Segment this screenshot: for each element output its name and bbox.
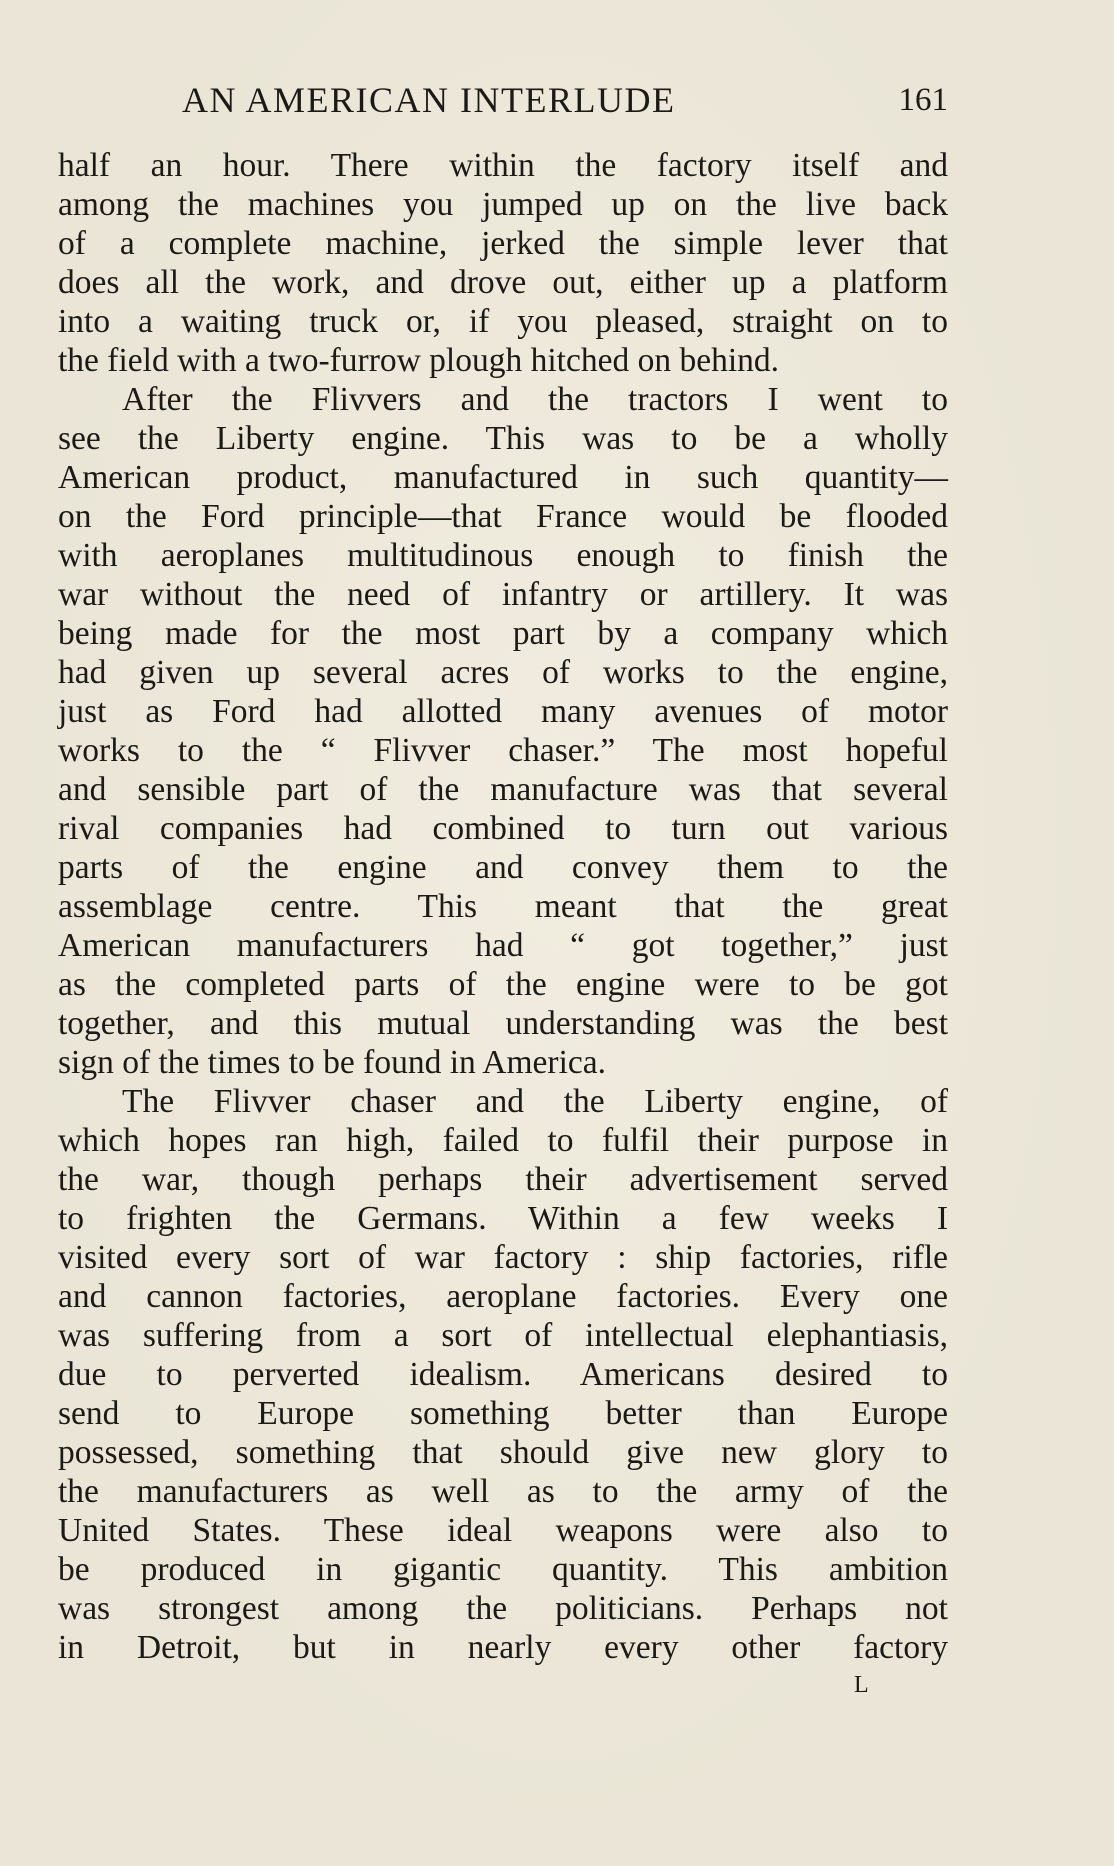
text-line: and sensible part of the manufacture was that several: [58, 771, 948, 808]
text-line: together, and this mutual understanding was the best: [58, 1005, 948, 1042]
text-line: sign of the times to be found in America.: [58, 1044, 606, 1081]
text-line: the war, though perhaps their advertisement served: [58, 1161, 948, 1198]
text-line: was strongest among the politicians. Perhaps not: [58, 1590, 948, 1627]
running-title: AN AMERICAN INTERLUDE: [182, 80, 676, 120]
text-line: After the Flivvers and the tractors I went to: [122, 381, 948, 418]
text-line: parts of the engine and convey them to the: [58, 849, 948, 886]
text-line: and cannon factories, aeroplane factories. Every one: [58, 1278, 948, 1315]
text-line: had given up several acres of works to the engine,: [58, 654, 948, 691]
text-line: which hopes ran high, failed to fulfil their purpose in: [58, 1122, 948, 1159]
text-line: just as Ford had allotted many avenues of motor: [58, 693, 948, 730]
text-line: United States. These ideal weapons were also to: [58, 1512, 948, 1549]
text-line: American product, manufactured in such quantity—: [58, 459, 948, 496]
text-line: was suffering from a sort of intellectual elephantiasis,: [58, 1317, 948, 1354]
text-line: half an hour. There within the factory itself and: [58, 147, 948, 184]
running-head: [62, 78, 946, 122]
text-line: send to Europe something better than Europe: [58, 1395, 948, 1432]
text-line: The Flivver chaser and the Liberty engine, of: [122, 1083, 948, 1120]
page-number: 161: [898, 82, 948, 118]
text-line: to frighten the Germans. Within a few weeks I: [58, 1200, 948, 1237]
text-line: war without the need of infantry or artillery. It was: [58, 576, 948, 613]
text-line: on the Ford principle—that France would be flooded: [58, 498, 948, 535]
text-line: be produced in gigantic quantity. This ambition: [58, 1551, 948, 1588]
text-line: American manufacturers had “ got together,” just: [58, 927, 948, 964]
text-line: the manufacturers as well as to the army of the: [58, 1473, 948, 1510]
text-line: in Detroit, but in nearly every other factory: [58, 1629, 948, 1666]
text-line: possessed, something that should give new glory to: [58, 1434, 948, 1471]
text-line: among the machines you jumped up on the live back: [58, 186, 948, 223]
text-line: into a waiting truck or, if you pleased, straight on to: [58, 303, 948, 340]
text-line: the field with a two-furrow plough hitched on behind.: [58, 342, 780, 379]
text-line: being made for the most part by a company which: [58, 615, 948, 652]
text-line: does all the work, and drove out, either up a platform: [58, 264, 948, 301]
text-line: visited every sort of war factory : ship factories, rifle: [58, 1239, 948, 1276]
signature-mark: L: [854, 1672, 870, 1698]
text-line: with aeroplanes multitudinous enough to finish the: [58, 537, 948, 574]
body-text: [58, 146, 948, 1667]
text-line: as the completed parts of the engine were to be got: [58, 966, 948, 1003]
text-line: works to the “ Flivver chaser.” The most hopeful: [58, 732, 948, 769]
text-line: due to perverted idealism. Americans desired to: [58, 1356, 948, 1393]
text-line: rival companies had combined to turn out various: [58, 810, 948, 847]
text-line: assemblage centre. This meant that the great: [58, 888, 948, 925]
text-line: see the Liberty engine. This was to be a wholly: [58, 420, 948, 457]
text-line: of a complete machine, jerked the simple lever that: [58, 225, 948, 262]
